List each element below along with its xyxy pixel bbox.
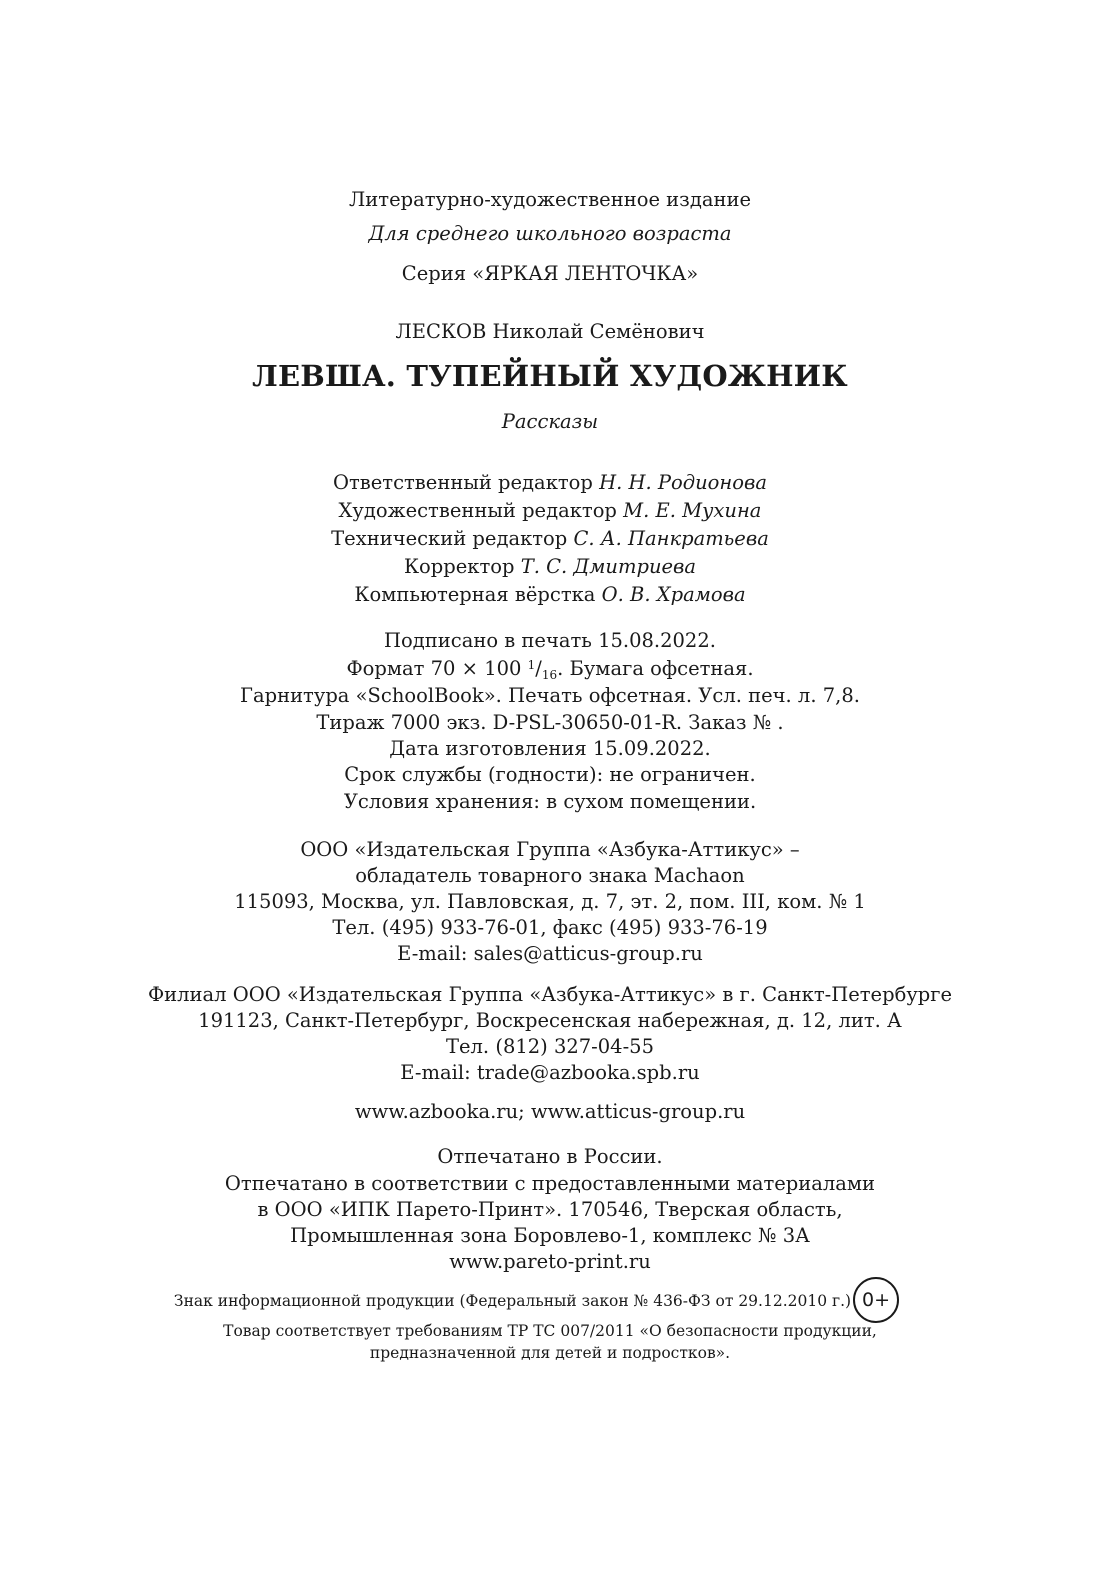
printed-in: Отпечатано в России. — [437, 1145, 663, 1168]
websites: www.azbooka.ru; www.atticus-group.ru — [354, 1100, 746, 1123]
compliance-line-2: предназначенной для детей и подростков». — [369, 1344, 731, 1362]
credit-line — [0, 557, 1100, 577]
credit-name: М. Е. Мухина — [623, 499, 762, 522]
typeface-line: Гарнитура «SchoolBook». Печать офсетная. Усл. печ. л. 7,8. — [240, 684, 860, 707]
credit-name: Т. С. Дмитриева — [520, 555, 697, 578]
credit-name: Н. Н. Родионова — [599, 471, 767, 494]
signed-date: Подписано в печать 15.08.2022. — [384, 629, 716, 652]
credit-name: О. В. Храмова — [601, 583, 746, 606]
credit-role: Ответственный редактор — [333, 471, 593, 494]
credit-name: С. А. Панкратьева — [573, 527, 769, 550]
book-title: ЛЕВША. ТУПЕЙНЫЙ ХУДОЖНИК — [252, 359, 848, 393]
storage-conditions: Условия хранения: в сухом помещении. — [343, 790, 757, 813]
publisher-name: ООО «Издательская Группа «Азбука-Аттикус» – — [300, 838, 800, 861]
format-prefix: Формат 70 × 100 — [346, 657, 528, 680]
shelf-life: Срок службы (годности): не ограничен. — [344, 763, 756, 786]
printer-line-3: Промышленная зона Боровлево-1, комплекс № 3А — [290, 1224, 810, 1247]
author: ЛЕСКОВ Николай Семёнович — [395, 320, 705, 343]
printer-site: www.pareto-print.ru — [449, 1250, 651, 1273]
series: Серия «ЯРКАЯ ЛЕНТОЧКА» — [401, 262, 699, 285]
info-mark-text: Знак информационной продукции (Федеральный закон № 436-ФЗ от 29.12.2010 г.) — [173, 1292, 852, 1310]
credit-role: Технический редактор — [331, 527, 568, 550]
branch-address: 191123, Санкт-Петербург, Воскресенская набережная, д. 12, лит. А — [198, 1009, 902, 1032]
compliance-line-1: Товар соответствует требованиям ТР ТС 007/2011 «О безопасности продукции, — [223, 1322, 877, 1340]
credit-role: Корректор — [403, 555, 515, 578]
audience: Для среднего школьного возраста — [368, 222, 732, 245]
branch-phone: Тел. (812) 327-04-55 — [446, 1035, 654, 1058]
credit-line — [0, 585, 1100, 605]
branch-name: Филиал ООО «Издательская Группа «Азбука-Аттикус» в г. Санкт-Петербурге — [147, 983, 953, 1006]
credit-line — [0, 529, 1100, 549]
format-suffix: . Бумага офсетная. — [557, 657, 754, 680]
format-slash: / — [535, 657, 542, 680]
format-line — [0, 659, 1100, 681]
publisher-phone: Тел. (495) 933-76-01, факс (495) 933-76-19 — [332, 916, 768, 939]
credit-line — [0, 473, 1100, 493]
credit-line — [0, 501, 1100, 521]
branch-email: E-mail: trade@azbooka.spb.ru — [400, 1061, 700, 1084]
publisher-email: E-mail: sales@atticus-group.ru — [397, 942, 703, 965]
edition-type: Литературно-художественное издание — [349, 188, 751, 211]
publisher-trademark: обладатель товарного знака Machaon — [355, 864, 745, 887]
printer-line-1: Отпечатано в соответствии с предоставленными материалами — [224, 1172, 876, 1195]
print-run: Тираж 7000 экз. D-PSL-30650-01-R. Заказ № . — [316, 711, 784, 734]
format-den: 16 — [541, 668, 558, 682]
age-rating-badge: 0+ — [853, 1277, 899, 1323]
printer-line-2: в ООО «ИПК Парето-Принт». 170546, Тверская область, — [257, 1198, 843, 1221]
format-num: 1 — [527, 658, 536, 672]
genre: Рассказы — [501, 410, 599, 433]
credit-role: Художественный редактор — [338, 499, 617, 522]
manufacture-date: Дата изготовления 15.09.2022. — [389, 737, 711, 760]
publisher-address: 115093, Москва, ул. Павловская, д. 7, эт. 2, пом. III, ком. № 1 — [234, 890, 866, 913]
credit-role: Компьютерная вёрстка — [354, 583, 596, 606]
